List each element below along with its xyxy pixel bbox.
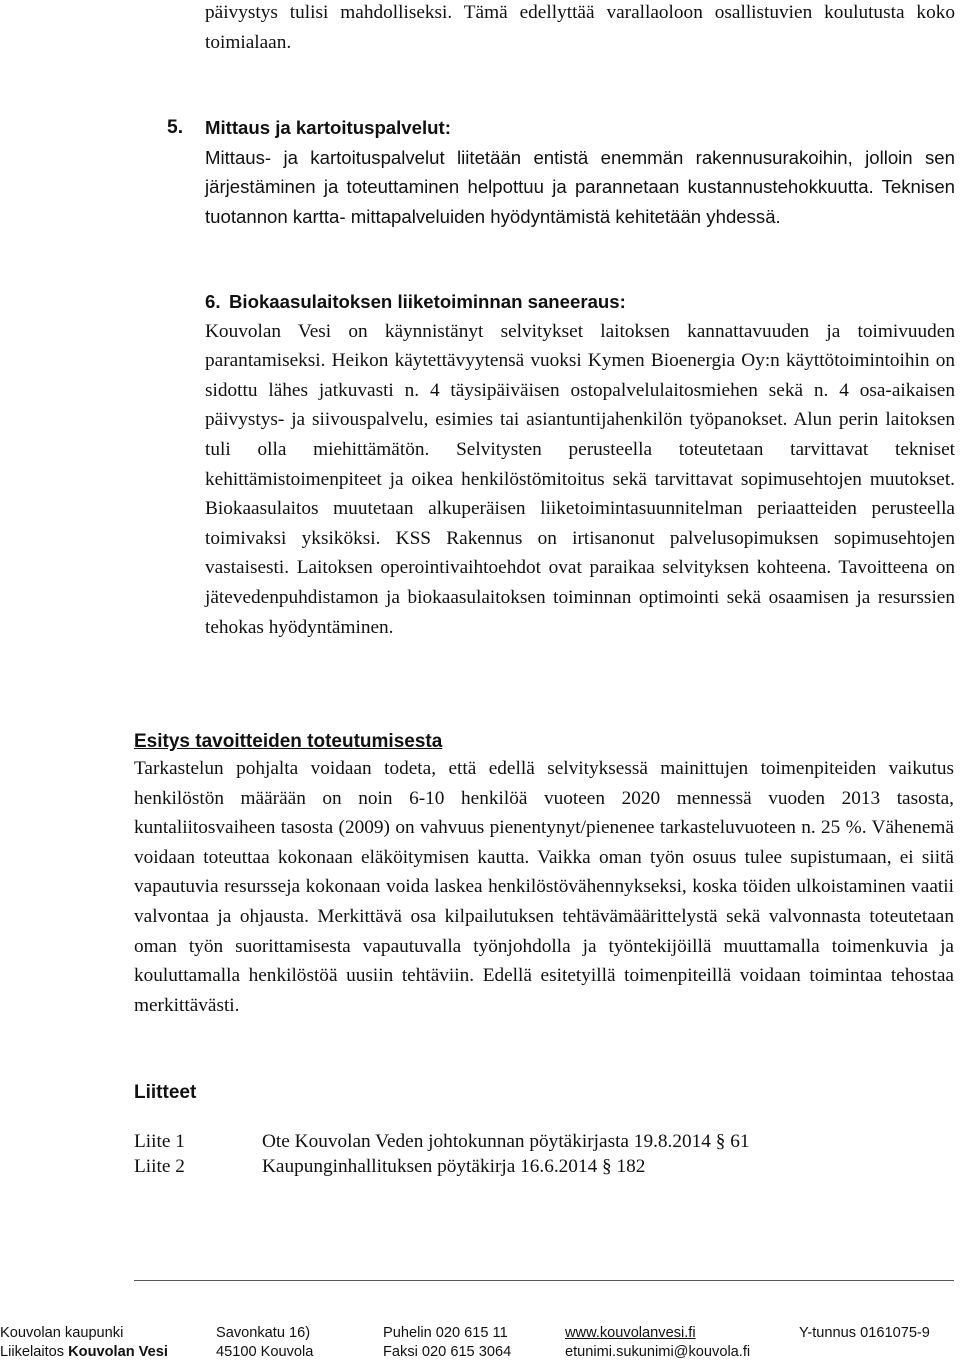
footer-org-unit (0, 1342, 168, 1362)
footer-fax: Faksi 020 615 3064 (383, 1344, 512, 1360)
esitys-body: Tarkastelun pohjalta voidaan todeta, että edellä selvityksessä mainittujen toimenpiteiden vaikutus henkilöstön määrään on noin 6-10 henkilöä vuoteen 2020 mennessä vuoden 2013 tasosta, kuntaliitosvaiheen tasosta (2009) on vahvuus pienentynyt/pienenee tarkasteluvuoteen n. 25 %. Vähenemä voidaan toteuttaa kokonaan eläköitymisen kautta. Vaikka oman työn osuus tulee supistumaan, ei siitä vapautuvia resursseja kokonaan voida laskea henkilöstövähennykseksi, koska töiden ulkoistaminen vaatii valvontaa ja ohjausta. Merkittävä osa kilpailutuksen tehtävämäärittelystä sekä valvonnasta toteutetaan oman työn suorittamisesta vapautuvalla työnjohdolla ja työntekijöillä muuttamalla toimenkuvia ja kouluttamalla henkilöstöä uusiin tehtäviin. Edellä esitetyillä toimenpiteillä voidaan toimintaa tehostaa merkittävästi. (134, 758, 954, 1016)
intro-paragraph: päivystys tulisi mahdolliseksi. Tämä edellyttää varallaoloon osallistuvien koulutusta koko toimialaan. (205, 2, 955, 53)
section-5-title: Mittaus ja kartoituspalvelut: (205, 117, 451, 138)
footer-org-name: Kouvolan kaupunki (0, 1325, 124, 1341)
attachment-text: Ote Kouvolan Veden johtokunnan pöytäkirjasta 19.8.2014 § 61 (262, 1131, 750, 1152)
attachment-text: Kaupunginhallituksen pöytäkirja 16.6.2014 § 182 (262, 1156, 646, 1177)
liitteet-heading: Liitteet (134, 1082, 197, 1103)
footer-org-unit-name: Kouvolan Vesi (68, 1344, 168, 1360)
section-6-block (205, 287, 955, 642)
footer-divider (134, 1280, 954, 1281)
footer-postal-address: 45100 Kouvola (216, 1344, 314, 1360)
section-5-number: 5. (167, 117, 184, 138)
footer-street-address: Savonkatu 16) (216, 1325, 311, 1341)
section-6-title: Biokaasulaitoksen liiketoiminnan saneeraus: (229, 291, 626, 312)
footer-email: etunimi.sukunimi@kouvola.fi (565, 1344, 751, 1360)
section-6-body: Kouvolan Vesi on käynnistänyt selvitykset laitoksen kannattavuuden ja toimivuuden parantamiseksi. Heikon käytettävyytensä vuoksi Kymen Bioenergia Oy:n käyttötoimintoihin on sidottu lähes jatkuvasti n. 4 täysipäiväisen ostopalvelulaitosmiehen sekä n. 4 osa-aikaisen päivystys- ja siivouspalvelu, esimies tai asiantuntijahenkilön työpanokset. Alun perin laitoksen tuli olla miehittämätön. Selvitysten perusteella toteutetaan tarvittavat tekniset kehittämistoimenpiteet ja oikea henkilöstömitoitus sekä tarvittavat sopimusehtojen muutokset. Biokaasulaitos muutetaan alkuperäisen liiketoimintasuunnitelman periaatteiden perusteella toimivaksi yksiköksi. KSS Rakennus on irtisanonut palvelusopimuksen sopimusehtojen vastaisesti. Laitoksen operointivaihtoehdot ovat paraikaa selvityksen kohteena. Tavoitteena on jätevedenpuhdistamon ja biokaasulaitoksen toiminnan optimointi sekä osaamisen ja resurssien tehokas hyödyntäminen. (205, 320, 955, 638)
footer-business-id: Y-tunnus 0161075-9 (799, 1325, 930, 1341)
footer-phone: Puhelin 020 615 11 (383, 1325, 508, 1341)
section-5-body: Mittaus- ja kartoituspalvelut liitetään entistä enemmän rakennusurakoihin, jolloin sen järjestäminen ja toteuttaminen helpottuu ja parannetaan kustannustehokkuutta. Teknisen tuotannon kartta- mittapalveluiden hyödyntämistä kehitetään yhdessä. (205, 146, 955, 227)
section-6-number: 6. (205, 291, 221, 312)
footer-website-link[interactable]: www.kouvolanvesi.fi (565, 1325, 696, 1341)
attachment-label: Liite 1 (134, 1131, 185, 1152)
footer-org-unit-prefix: Liikelaitos (0, 1344, 69, 1360)
esitys-heading: Esitys tavoitteiden toteutumisesta (134, 731, 443, 752)
section-5-block (205, 113, 955, 231)
attachment-label: Liite 2 (134, 1156, 185, 1177)
